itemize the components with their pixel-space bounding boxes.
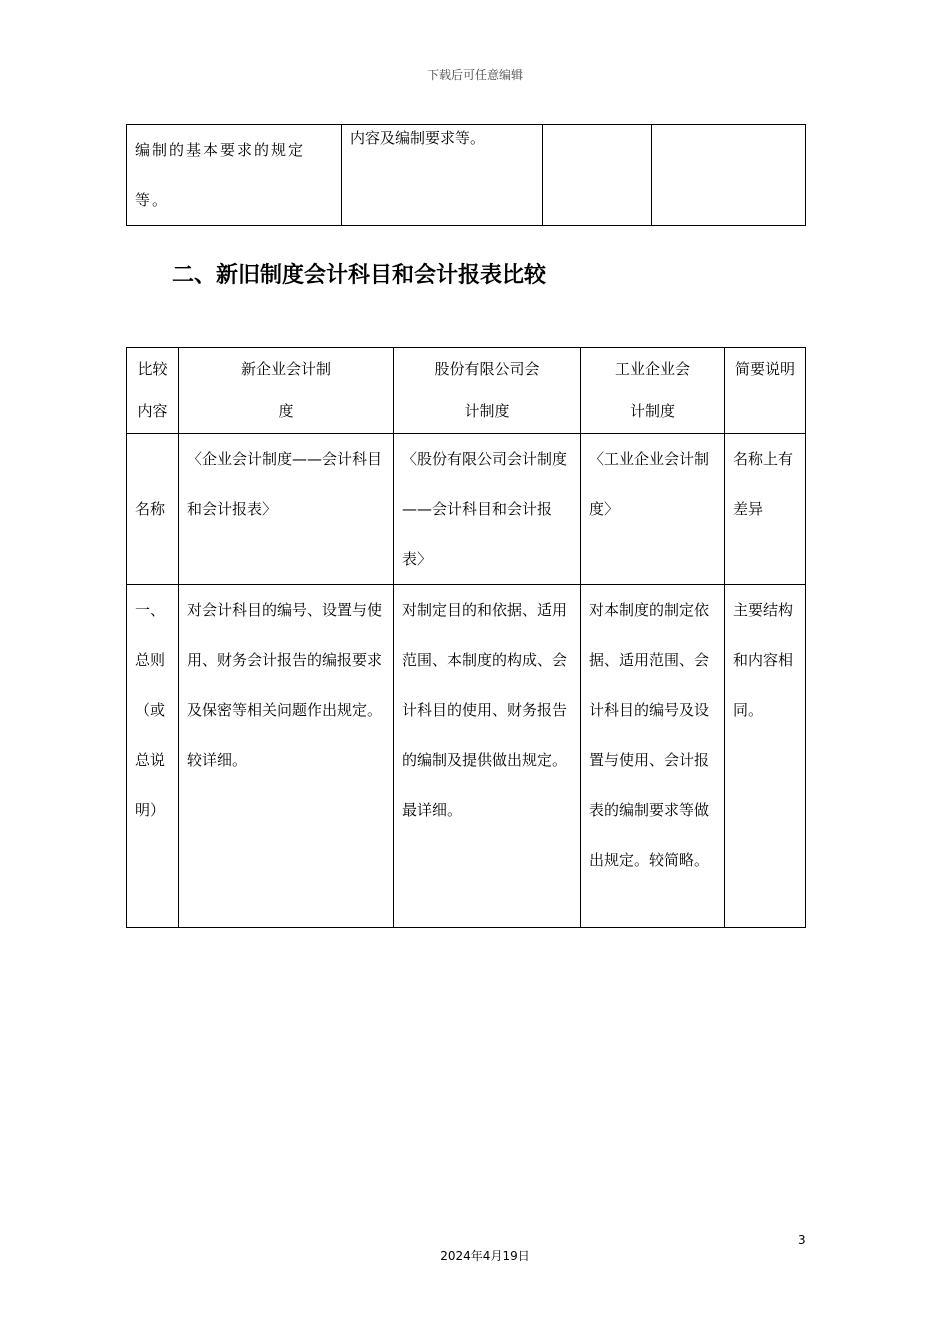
table-cell: 对制定目的和依据、适用范围、本制度的构成、会计科目的使用、财务报告的编制及提供做出规定。最详细。 [394, 585, 581, 928]
table-header-row [127, 348, 806, 434]
column-header: 新企业会计制度 [179, 348, 394, 434]
comparison-table [126, 347, 806, 928]
table-cell: 名称上有差异 [725, 434, 806, 585]
section-title: 二、新旧制度会计科目和会计报表比较 [172, 263, 547, 288]
table-cell: 主要结构和内容相同。 [725, 585, 806, 928]
row-label: 一、总则（或总说明） [127, 585, 179, 928]
column-header: 股份有限公司会计制度 [394, 348, 581, 434]
column-header: 比较内容 [127, 348, 179, 434]
continued-table [126, 124, 806, 226]
footer-date: 2024年4月19日 [440, 1249, 530, 1263]
table-cell: 对会计科目的编号、设置与使用、财务会计报告的编报要求及保密等相关问题作出规定。较详细。 [179, 585, 394, 928]
table-cell: 〈股份有限公司会计制度——会计科目和会计报表〉 [394, 434, 581, 585]
table-cell [652, 125, 806, 226]
table-cell: 〈企业会计制度——会计科目和会计报表〉 [179, 434, 394, 585]
table-cell: 对本制度的制定依据、适用范围、会计科目的编号及设置与使用、会计报表的编制要求等做出规定。较简略。 [581, 585, 725, 928]
header-note: 下载后可任意编辑 [426, 68, 523, 82]
table-row [127, 434, 806, 585]
table-cell: 内容及编制要求等。 [342, 125, 543, 226]
table-row [127, 125, 806, 226]
table-cell [543, 125, 652, 226]
table-row [127, 585, 806, 928]
table-cell: 编制的基本要求的规定等。 [127, 125, 342, 226]
column-header: 简要说明 [725, 348, 806, 434]
row-label: 名称 [127, 434, 179, 585]
column-header: 工业企业会计制度 [581, 348, 725, 434]
page-number: 3 [798, 1233, 806, 1247]
table-cell: 〈工业企业会计制度〉 [581, 434, 725, 585]
